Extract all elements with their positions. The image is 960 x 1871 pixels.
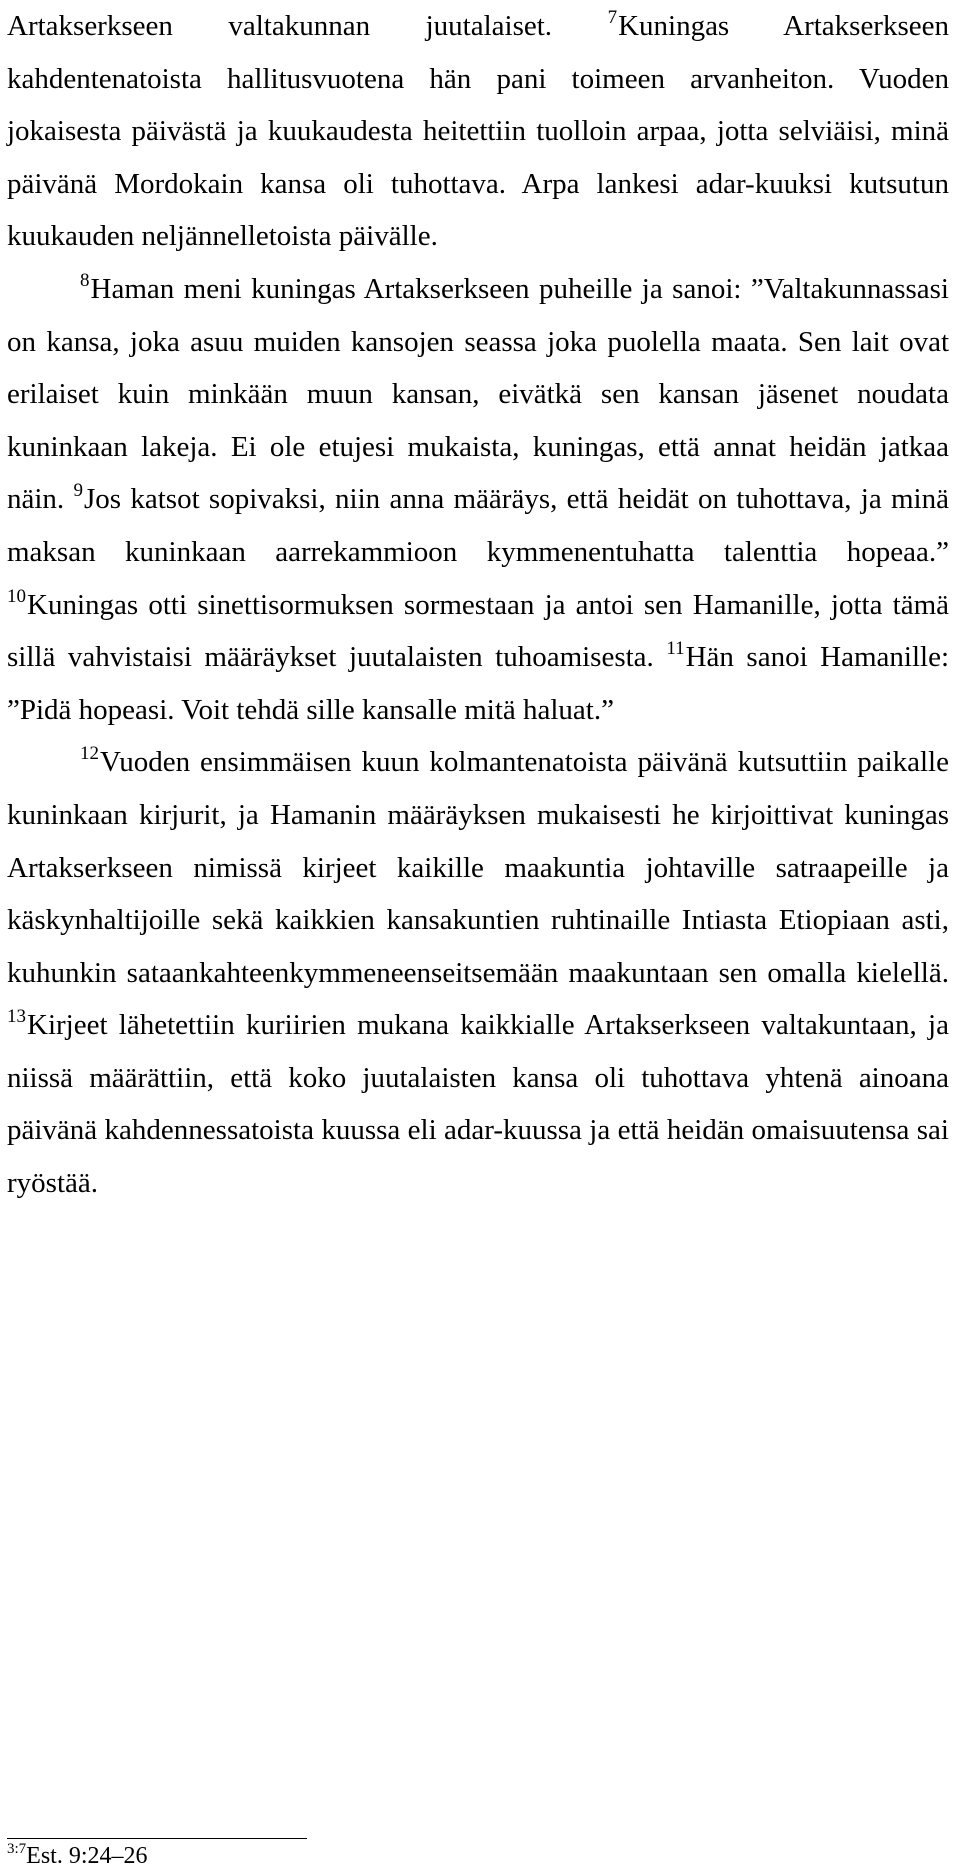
- footnote-text: Est. 9:24–26: [26, 1843, 148, 1869]
- verse-number: 8: [80, 269, 90, 291]
- paragraph-3: [7, 736, 949, 1209]
- text-segment: Kirjeet lähetettiin kuriirien mukana kaikkialle Artakserkseen valtakuntaan, ja niissä määrättiin, että koko juutalaisten kansa oli tuhottava yhtenä ainoana päivänä kahdennessatoista kuussa eli adar-kuussa ja että heidän omaisuutensa sai ryöstää.: [7, 1009, 949, 1200]
- footnote-marker: 3:7: [7, 1841, 27, 1857]
- text-segment: Hän sanoi Hamanille: ”Pidä hopeasi. Voit tehdä sille kansalle mitä haluat.”: [7, 641, 949, 726]
- text-segment: Kuningas otti sinettisormuksen sormestaan ja antoi sen Hamanille, jotta tämä sillä vahvistaisi määräykset juutalaisten tuhoamisesta.: [7, 588, 949, 674]
- text-segment: Haman meni kuningas Artakserkseen puheille ja sanoi: ”Valtakunnassasi on kansa, joka asuu muiden kansojen seassa joka puolella maata. Sen lait ovat erilaiset kuin minkään muun kansan, eivätkä sen kansan jäsenet noudata kuninkaan lakeja. Ei ole etujesi mukaista, kuningas, että annat heidän jatkaa näin.: [7, 272, 949, 516]
- verse-number: 13: [7, 1006, 26, 1028]
- text-segment: Kuningas Artakserkseen kahdentenatoista hallitusvuotena hän pani toimeen arvanheiton. Vuoden jokaisesta päivästä ja kuukaudesta heitettiin tuolloin arpaa, jotta selviäisi, minä päivänä Mordokain kansa oli tuhottava. Arpa lankesi adar-kuuksi kutsutun kuukauden neljännelletoista päivälle.: [7, 10, 949, 253]
- text-segment: Jos katsot sopivaksi, niin anna määräys, että heidät on tuhottava, ja minä maksan kuninkaan aarrekammioon kymmenentuhatta talenttia hopeaa.”: [7, 483, 949, 568]
- paragraph-1: [7, 0, 949, 263]
- verse-number: 11: [666, 638, 685, 660]
- body-text: [7, 0, 949, 1210]
- footnote: [7, 1842, 148, 1870]
- text-segment: Artakserkseen valtakunnan juutalaiset.: [7, 10, 608, 42]
- verse-number: 12: [80, 743, 99, 765]
- footnote-divider: [7, 1838, 307, 1839]
- verse-number: 10: [7, 585, 26, 607]
- verse-number: 9: [73, 480, 83, 502]
- text-segment: Vuoden ensimmäisen kuun kolmantenatoista päivänä kutsuttiin paikalle kuninkaan kirjurit, ja Hamanin määräyksen mukaisesti he kirjoittivat kuningas Artakserkseen nimissä kirjeet kaikille maakuntia johtaville satraapeille ja käskynhaltijoille sekä kaikkien kansakuntien ruhtinaille Intiasta Etiopiaan asti, kuhunkin sataankahteenkymmeneenseitsemään maakuntaan sen omalla kielellä.: [7, 746, 949, 989]
- paragraph-2: [7, 263, 949, 736]
- verse-number: 7: [607, 7, 618, 28]
